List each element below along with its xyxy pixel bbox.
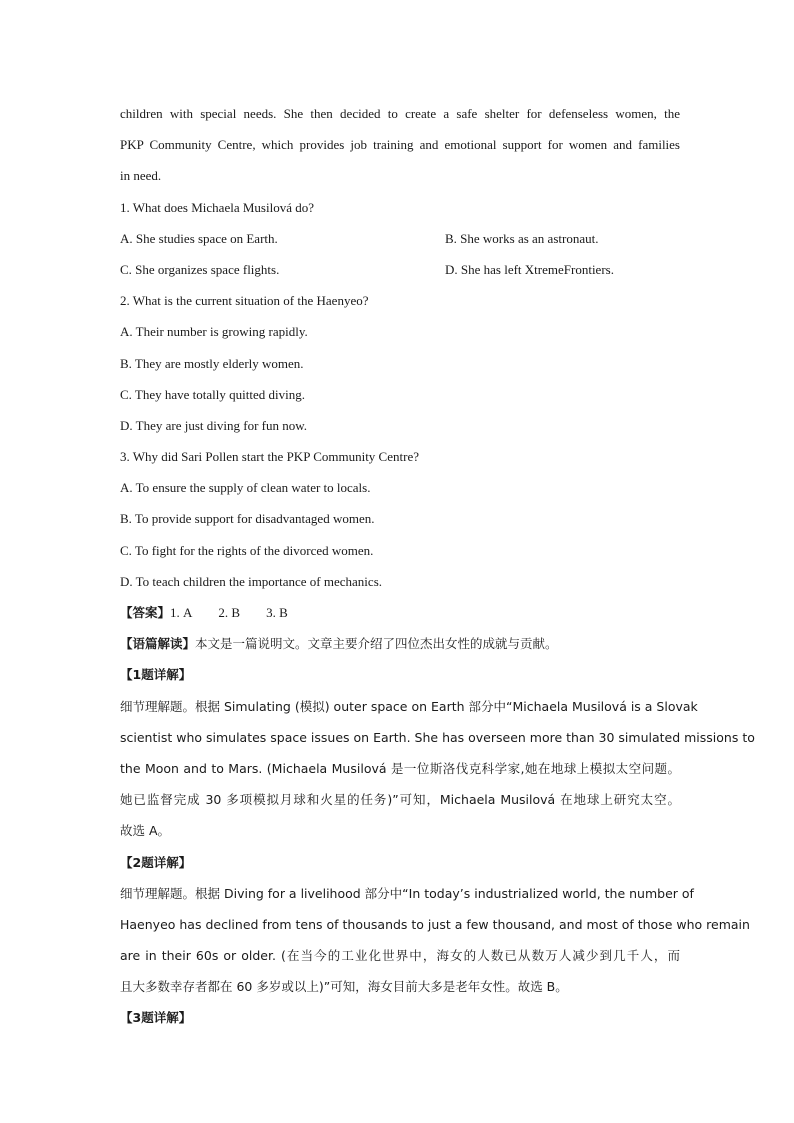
options-row [120,254,680,285]
detail-line: 细节理解题。根据 Diving for a livelihood 部分中“In today’s industrialized world, the number of [120,885,694,901]
option-1c: C. She organizes space flights. [120,261,280,277]
option-2d: D. They are just diving for fun now. [120,417,308,433]
option-2b: B. They are mostly elderly women. [120,355,304,371]
interpretation-text: 本文是一篇说明文。文章主要介绍了四位杰出女性的成就与贡献。 [195,636,558,652]
detail-heading-1: 【1题详解】 [120,667,192,683]
answer-item: 3. B [266,605,288,620]
options-row [120,223,680,254]
answer-item: 1. A [170,605,193,620]
detail-line: Haenyeo has declined from tens of thousands to just a few thousand, and most of those who remain [120,916,750,932]
option-3d: D. To teach children the importance of mechanics. [120,573,382,589]
interpretation-label: 【语篇解读】 [120,636,196,652]
passage-line: PKP Community Centre, which provides job training and emotional support for women and families [120,137,680,153]
option-1b: B. She works as an astronaut. [445,230,599,246]
question-stem-3: 3. Why did Sari Pollen start the PKP Community Centre? [120,449,419,465]
document-content [120,98,755,1034]
detail-line: 故选 A。 [120,823,171,839]
option-2c: C. They have totally quitted diving. [120,386,305,402]
interpretation-line [120,628,680,659]
option-3c: C. To fight for the rights of the divorced women. [120,542,374,558]
detail-line: are in their 60s or older. (在当今的工业化世界中，海女的人数已从数万人减少到几千人，而 [120,948,680,964]
passage-line: children with special needs. She then decided to create a safe shelter for defenseless women, the [120,106,680,121]
detail-line: 细节理解题。根据 Simulating (模拟) outer space on Earth 部分中“Michaela Musilová is a Slovak [120,698,698,714]
option-3a: A. To ensure the supply of clean water to locals. [120,480,371,496]
question-stem-2: 2. What is the current situation of the Haenyeo? [120,293,369,309]
answer-line [120,597,680,628]
question-stem-1: 1. What does Michaela Musilová do? [120,199,314,215]
answer-item: 2. B [218,605,241,620]
detail-heading-3: 【3题详解】 [120,1010,192,1026]
option-3b: B. To provide support for disadvantaged women. [120,511,375,527]
answer-label: 【答案】 [120,605,171,620]
passage-line: in need. [120,168,162,184]
detail-heading-2: 【2题详解】 [120,854,192,870]
detail-line: scientist who simulates space issues on Earth. She has overseen more than 30 simulated missions to [120,729,755,745]
option-1d: D. She has left XtremeFrontiers. [445,261,614,277]
detail-line: the Moon and to Mars. (Michaela Musilová 是一位斯洛伐克科学家,她在地球上模拟太空问题。 [120,760,680,776]
detail-line: 且大多数幸存者都在 60 多岁或以上)”可知，海女目前大多是老年女性。故选 B。 [120,979,568,995]
option-1a: A. She studies space on Earth. [120,230,278,246]
detail-line: 她已监督完成 30 多项模拟月球和火星的任务)”可知，Michaela Musilová 在地球上研究太空。 [120,792,680,808]
option-2a: A. Their number is growing rapidly. [120,324,308,340]
